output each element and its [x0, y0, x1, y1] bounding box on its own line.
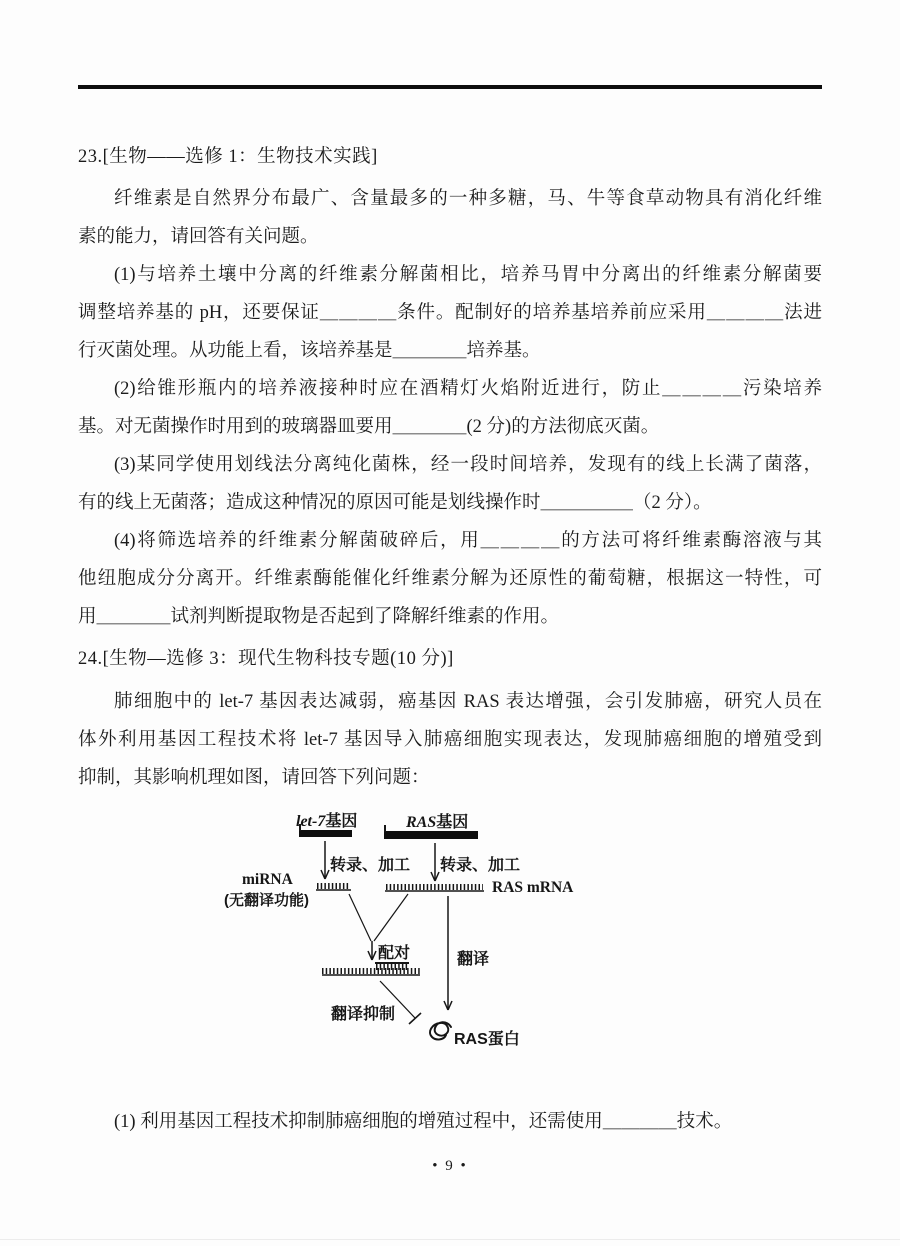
paired-duplex-icon — [322, 963, 420, 975]
transcription-label-right: 转录、加工 — [440, 857, 521, 874]
q23-part1-line1: (1)与培养土壤中分离的纤维素分解菌相比，培养马胃中分离出的纤维素分解菌要 — [114, 265, 822, 285]
q23-intro-line1: 纤维素是自然界分布最广、含量最多的一种多糖，马、牛等食草动物具有消化纤维 — [114, 189, 822, 209]
mrna-to-pair-line — [374, 894, 408, 941]
mechanism-diagram — [0, 800, 900, 1062]
pairing-label: 配对 — [378, 945, 411, 962]
pair-arrow — [368, 941, 376, 960]
let7-gene-bar — [299, 830, 352, 837]
q23-intro-line2: 素的能力，请回答有关问题。 — [78, 227, 319, 247]
q23-part4-line3: 用＿＿＿＿试剂判断提取物是否起到了降解纤维素的作用。 — [78, 607, 560, 627]
translation-inhibition-label: 翻译抑制 — [331, 1006, 396, 1023]
let7-gene-label-latin: let-7 — [296, 813, 326, 830]
q23-part4-line1: (4)将筛选培养的纤维素分解菌破碎后，用＿＿＿＿的方法可将纤维素酶溶液与其 — [114, 531, 822, 551]
ras-mrna-label: RAS mRNA — [492, 879, 574, 896]
mirna-label: miRNA — [242, 871, 293, 888]
let7-gene-label-cjk: 基因 — [325, 813, 358, 830]
q23-part1-line3: 行灭菌处理。从功能上看，该培养基是＿＿＿＿培养基。 — [78, 341, 541, 361]
page-number: • 9 • — [432, 1158, 468, 1174]
bottom-rule — [0, 1239, 900, 1240]
q23-part4-line2: 他纽胞成分分离开。纤维素酶能催化纤维素分解为还原性的葡萄糖，根据这一特性，可 — [78, 569, 822, 589]
ras-mrna-strand-icon — [385, 887, 484, 891]
q24-intro-line1: 肺细胞中的 let-7 基因表达减弱，癌基因 RAS 表达增强，会引发肺癌，研究人员在 — [114, 692, 822, 712]
q24-heading: 24.[生物—选修 3：现代生物科技专题(10 分)] — [78, 649, 454, 669]
q23-part1-line2: 调整培养基的 pH，还要保证＿＿＿＿条件。配制好的培养基培养前应采用＿＿＿＿法进 — [78, 303, 822, 323]
ras-protein-icon — [430, 1022, 451, 1039]
ras-protein-label: RAS蛋白 — [454, 1031, 520, 1048]
mechanism-diagram-art — [0, 800, 900, 1062]
transcription-arrow-right — [431, 843, 439, 881]
top-rule — [78, 85, 822, 89]
ras-gene-label-cjk: 基因 — [436, 814, 469, 831]
mirna-note-label: (无翻译功能) — [224, 892, 309, 909]
q23-part3-line1: (3)某同学使用划线法分离纯化菌株，经一段时间培养，发现有的线上长满了菌落， — [114, 455, 822, 475]
q23-heading: 23.[生物——选修 1：生物技术实践] — [78, 147, 378, 167]
translation-label: 翻译 — [457, 951, 490, 968]
transcription-arrow-left — [321, 841, 329, 879]
let7-gene-label — [296, 808, 357, 831]
transcription-label-left: 转录、加工 — [330, 857, 411, 874]
ras-gene-bar — [384, 831, 478, 839]
q24-intro-line3: 抑制，其影响机理如图，请回答下列问题： — [78, 768, 430, 788]
q23-part3-line2: 有的线上无菌落；造成这种情况的原因可能是划线操作时＿＿＿＿＿（2 分）。 — [78, 493, 712, 513]
q23-part2-line1: (2)给锥形瓶内的培养液接种时应在酒精灯火焰附近进行，防止＿＿＿＿污染培养 — [114, 379, 822, 399]
ras-gene-label-latin: RAS — [406, 814, 437, 831]
q23-part2-line2: 基。对无菌操作时用到的玻璃器皿要用＿＿＿＿(2 分)的方法彻底灭菌。 — [78, 417, 660, 437]
q24-sub1-line: (1) 利用基因工程技术抑制肺癌细胞的增殖过程中，还需使用＿＿＿＿技术。 — [114, 1112, 733, 1132]
ras-gene-label — [406, 809, 468, 832]
translation-arrow — [444, 896, 452, 1010]
q24-intro-line2: 体外利用基因工程技术将 let-7 基因导入肺癌细胞实现表达，发现肺癌细胞的增殖受到 — [78, 730, 822, 750]
mirna-strand-icon — [316, 886, 351, 890]
mirna-to-pair-line — [349, 894, 371, 941]
